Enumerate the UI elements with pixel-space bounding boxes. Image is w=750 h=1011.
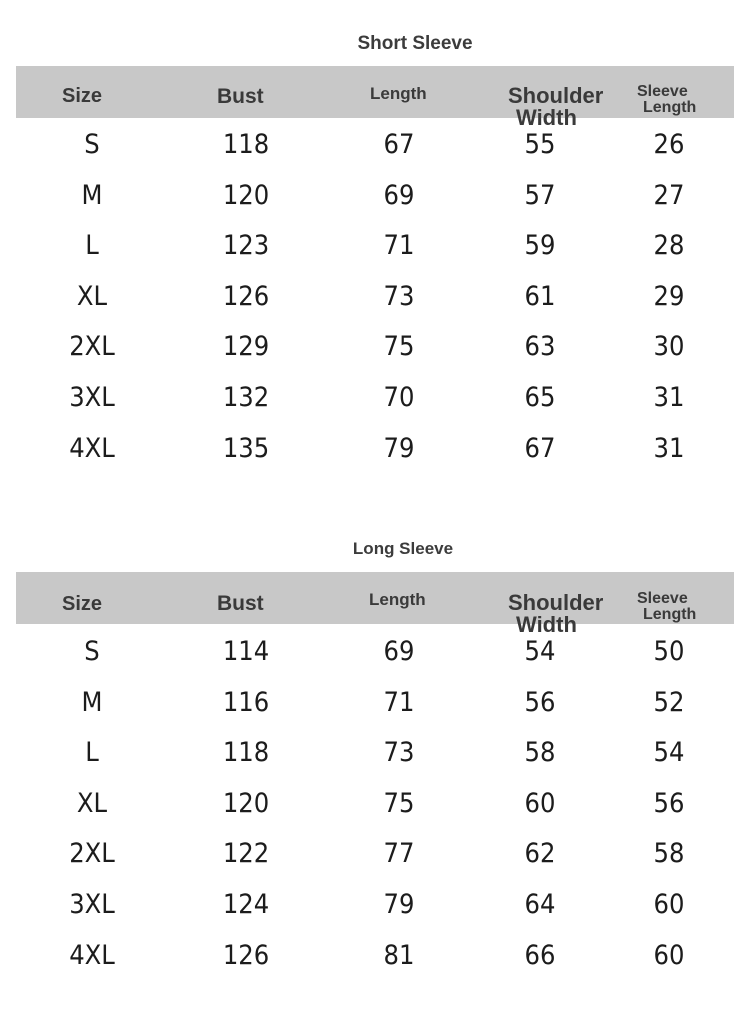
cell-size: M [81, 687, 103, 718]
cell-sleeve: 52 [653, 687, 685, 718]
cell-size: S [84, 636, 100, 667]
cell-size: XL [76, 281, 108, 312]
cell-bust: 122 [222, 838, 270, 869]
cell-bust: 118 [222, 129, 270, 160]
cell-length: 71 [383, 687, 415, 718]
table-title: Long Sleeve [352, 539, 454, 558]
header-shoulder-line2: Width [516, 105, 577, 130]
cell-shoulder: 61 [524, 281, 556, 312]
cell-length: 75 [383, 788, 415, 819]
cell-sleeve: 56 [653, 788, 685, 819]
cell-length: 73 [383, 737, 415, 768]
cell-size: 4XL [69, 940, 115, 971]
table-row [0, 931, 750, 981]
cell-size: 3XL [69, 382, 115, 413]
cell-bust: 114 [222, 636, 270, 667]
cell-length: 69 [383, 636, 415, 667]
cell-bust: 126 [222, 940, 270, 971]
table-title: Short Sleeve [357, 33, 473, 54]
cell-shoulder: 62 [524, 838, 556, 869]
cell-bust: 126 [222, 281, 270, 312]
table-row [0, 120, 750, 170]
header-shoulder-line1: Shoulder [508, 590, 604, 615]
cell-length: 69 [383, 180, 415, 211]
cell-shoulder: 55 [524, 129, 556, 160]
cell-sleeve: 27 [653, 180, 685, 211]
cell-length: 79 [383, 433, 415, 464]
cell-sleeve: 60 [653, 940, 685, 971]
cell-bust: 120 [222, 180, 270, 211]
cell-shoulder: 54 [524, 636, 556, 667]
cell-size: XL [76, 788, 108, 819]
cell-sleeve: 26 [653, 129, 685, 160]
cell-size: L [85, 230, 99, 261]
cell-shoulder: 67 [524, 433, 556, 464]
cell-length: 71 [383, 230, 415, 261]
header-shoulder-line2: Width [516, 612, 577, 637]
cell-shoulder: 65 [524, 382, 556, 413]
cell-shoulder: 57 [524, 180, 556, 211]
cell-sleeve: 54 [653, 737, 685, 768]
cell-size: 2XL [69, 838, 115, 869]
cell-sleeve: 31 [653, 382, 685, 413]
header-bust: Bust [217, 592, 264, 615]
cell-shoulder: 66 [524, 940, 556, 971]
cell-size: 4XL [69, 433, 115, 464]
cell-sleeve: 30 [653, 331, 685, 362]
cell-shoulder: 63 [524, 331, 556, 362]
cell-shoulder: 60 [524, 788, 556, 819]
header-size: Size [62, 85, 103, 107]
table-row [0, 171, 750, 221]
table-row [0, 829, 750, 879]
cell-bust: 116 [222, 687, 270, 718]
cell-sleeve: 28 [653, 230, 685, 261]
cell-size: M [81, 180, 103, 211]
cell-shoulder: 58 [524, 737, 556, 768]
table-row [0, 728, 750, 778]
cell-sleeve: 58 [653, 838, 685, 869]
header-length: Length [370, 84, 427, 103]
cell-size: 2XL [69, 331, 115, 362]
table-row [0, 424, 750, 474]
cell-bust: 123 [222, 230, 270, 261]
cell-size: S [84, 129, 100, 160]
cell-shoulder: 56 [524, 687, 556, 718]
header-sleeve-line1: Sleeve [637, 83, 688, 100]
cell-shoulder: 59 [524, 230, 556, 261]
cell-size: L [85, 737, 99, 768]
header-sleeve-line1: Sleeve [637, 590, 688, 607]
cell-length: 67 [383, 129, 415, 160]
header-size: Size [62, 593, 103, 615]
header-shoulder-line1: Shoulder [508, 83, 604, 108]
cell-bust: 124 [222, 889, 270, 920]
header-sleeve-line2: Length [643, 99, 697, 116]
header-sleeve-length [637, 84, 696, 116]
header-length: Length [369, 590, 426, 609]
cell-length: 73 [383, 281, 415, 312]
header-bust: Bust [217, 85, 264, 108]
cell-sleeve: 29 [653, 281, 685, 312]
cell-length: 81 [383, 940, 415, 971]
table-row [0, 322, 750, 372]
cell-bust: 120 [222, 788, 270, 819]
table-row [0, 880, 750, 930]
table-row [0, 779, 750, 829]
cell-length: 77 [383, 838, 415, 869]
cell-length: 79 [383, 889, 415, 920]
header-sleeve-length [637, 591, 696, 623]
cell-bust: 135 [222, 433, 270, 464]
cell-sleeve: 31 [653, 433, 685, 464]
table-row [0, 373, 750, 423]
cell-sleeve: 60 [653, 889, 685, 920]
cell-shoulder: 64 [524, 889, 556, 920]
header-sleeve-line2: Length [643, 606, 697, 623]
cell-bust: 132 [222, 382, 270, 413]
cell-sleeve: 50 [653, 636, 685, 667]
cell-bust: 118 [222, 737, 270, 768]
cell-length: 70 [383, 382, 415, 413]
table-row [0, 221, 750, 271]
cell-length: 75 [383, 331, 415, 362]
cell-bust: 129 [222, 331, 270, 362]
table-row [0, 272, 750, 322]
cell-size: 3XL [69, 889, 115, 920]
table-row [0, 678, 750, 728]
table-row [0, 627, 750, 677]
